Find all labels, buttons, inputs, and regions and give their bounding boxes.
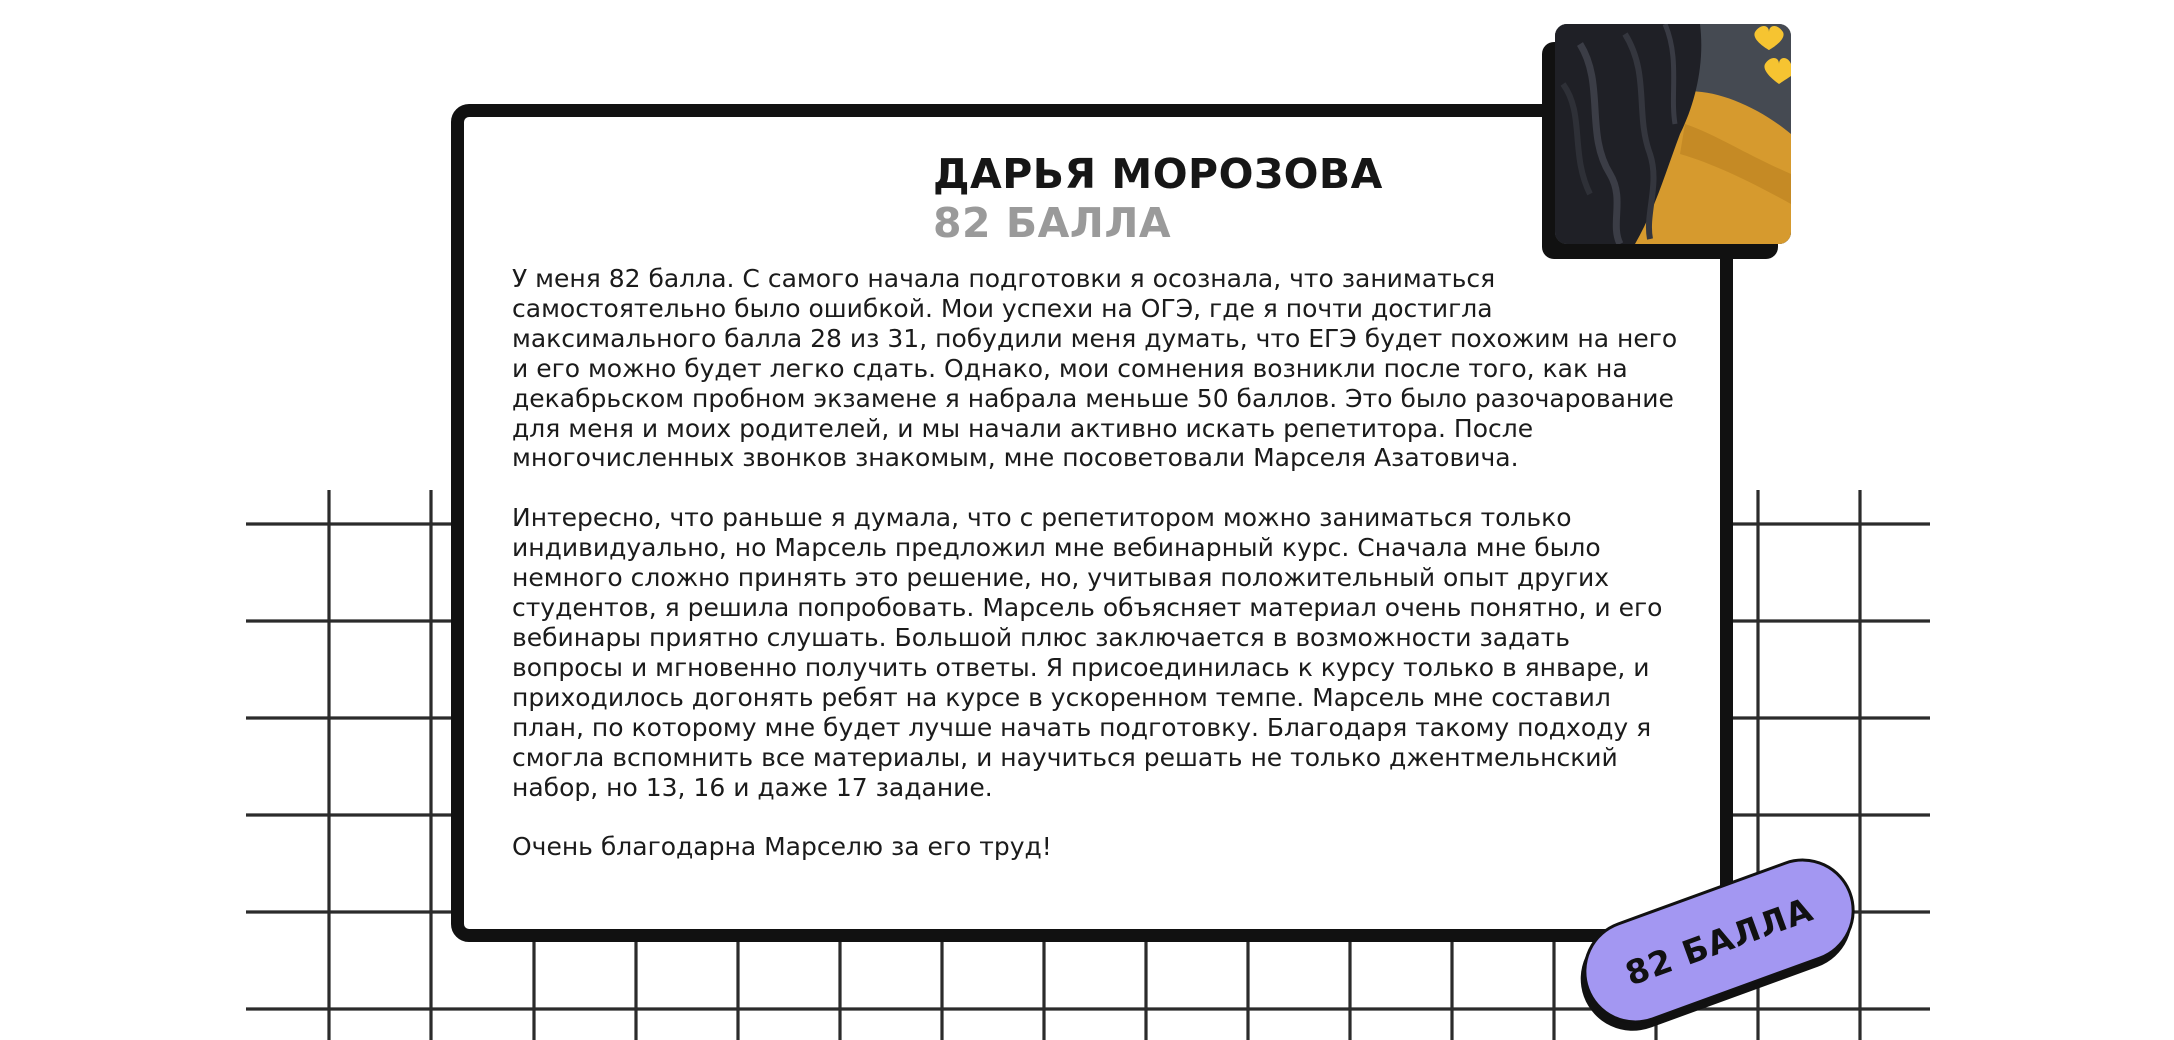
testimonial-paragraph: Интересно, что раньше я думала, что с репетитором можно заниматься только индивидуально, но Марсель предложил мне вебинарный курс. Сначала мне было немного сложно принять это решение, но, учитывая положительный опыт других студентов, я решила попробовать. Марсель объясняет материал очень понятно, и его вебинары приятно слушать. Большой плюс заключается в возможности задать вопросы и мгновенно получить ответы. Я присоединилась к курсу только в январе, и приходилось догонять ребят на курсе в ускоренном темпе. Марсель мне составил план, по которому мне будет лучше начать подготовку. Благодаря такому подходу я смогла вспомнить все материалы, и научиться решать не только джентмельнский набор, но 13, 16 и даже 17 задание.	[512, 503, 1663, 802]
student-score: 82 БАЛЛА	[933, 199, 1172, 247]
testimonial-paragraph: У меня 82 балла. С самого начала подготовки я осознала, что заниматься самостоятельно было ошибкой. Мои успехи на ОГЭ, где я почти достигла максимального балла 28 из 31, побудили меня думать, что ЕГЭ будет похожим на него и его можно будет легко сдать. Однако, мои сомнения возникли после того, как на декабрьском пробном экзамене я набрала меньше 50 баллов. Это было разочарование для меня и моих родителей, и мы начали активно искать репетитора. После многочисленных звонков знакомым, мне посоветовали Марселя Азатовича.	[512, 264, 1678, 473]
testimonial-text	[512, 264, 1682, 862]
score-badge: 82 БАЛЛА	[1569, 844, 1870, 1038]
student-photo	[1555, 24, 1791, 244]
testimonial-paragraph: Очень благодарна Марселю за его труд!	[512, 832, 1052, 862]
student-name: ДАРЬЯ МОРОЗОВА	[933, 150, 1383, 198]
